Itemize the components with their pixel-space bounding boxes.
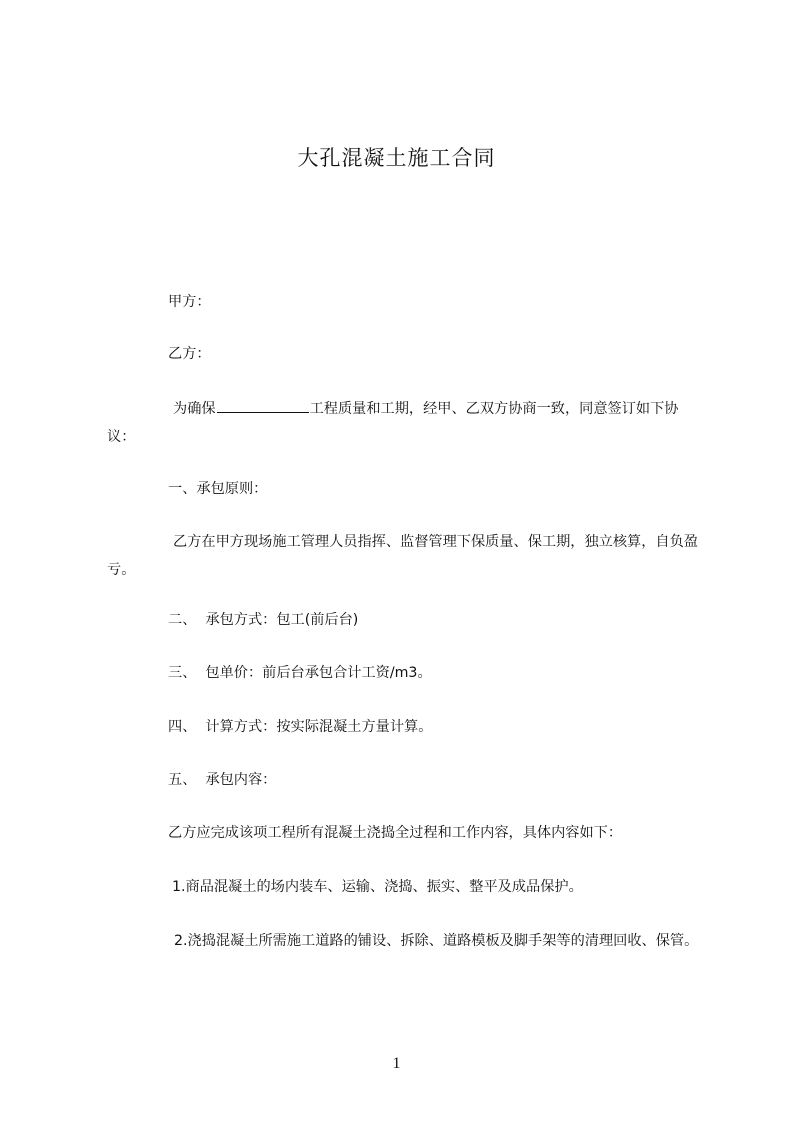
page-number: 1 [392,1055,401,1072]
content-item-1: 1.商品混凝土的场内装车、运输、浇捣、振实、整平及成品保护。 [172,879,583,895]
intro-paragraph [107,395,702,451]
intro-before-blank: 为确保 [173,401,216,417]
section-3: 三、 包单价：前后台承包合计工资/m3。 [168,665,432,681]
section-5-intro: 乙方应完成该项工程所有混凝土浇捣全过程和工作内容，具体内容如下： [168,825,623,841]
section-1-body: 乙方在甲方现场施工管理人员指挥、监督管理下保质量、保工期，独立核算，自负盈亏。 [107,534,698,578]
party-b-label: 乙方： [168,346,211,362]
content-item-2: 2.浇捣混凝土所需施工道路的铺设、拆除、道路模板及脚手架等的清理回收、保管。 [174,933,699,949]
party-a-label: 甲方： [168,294,211,310]
section-2: 二、 承包方式：包工(前后台) [168,612,359,628]
section-4: 四、 计算方式：按实际混凝土方量计算。 [168,719,433,735]
project-name-blank [217,398,309,413]
intro-after-blank: 工程质量和工期，经甲、乙双方协商一致，同意签订如下协议： [107,401,679,445]
section-5-heading: 五、 承包内容： [168,772,277,788]
document-title: 大孔混凝土施工合同 [297,146,496,170]
section-1-heading: 一、承包原则： [168,481,268,497]
